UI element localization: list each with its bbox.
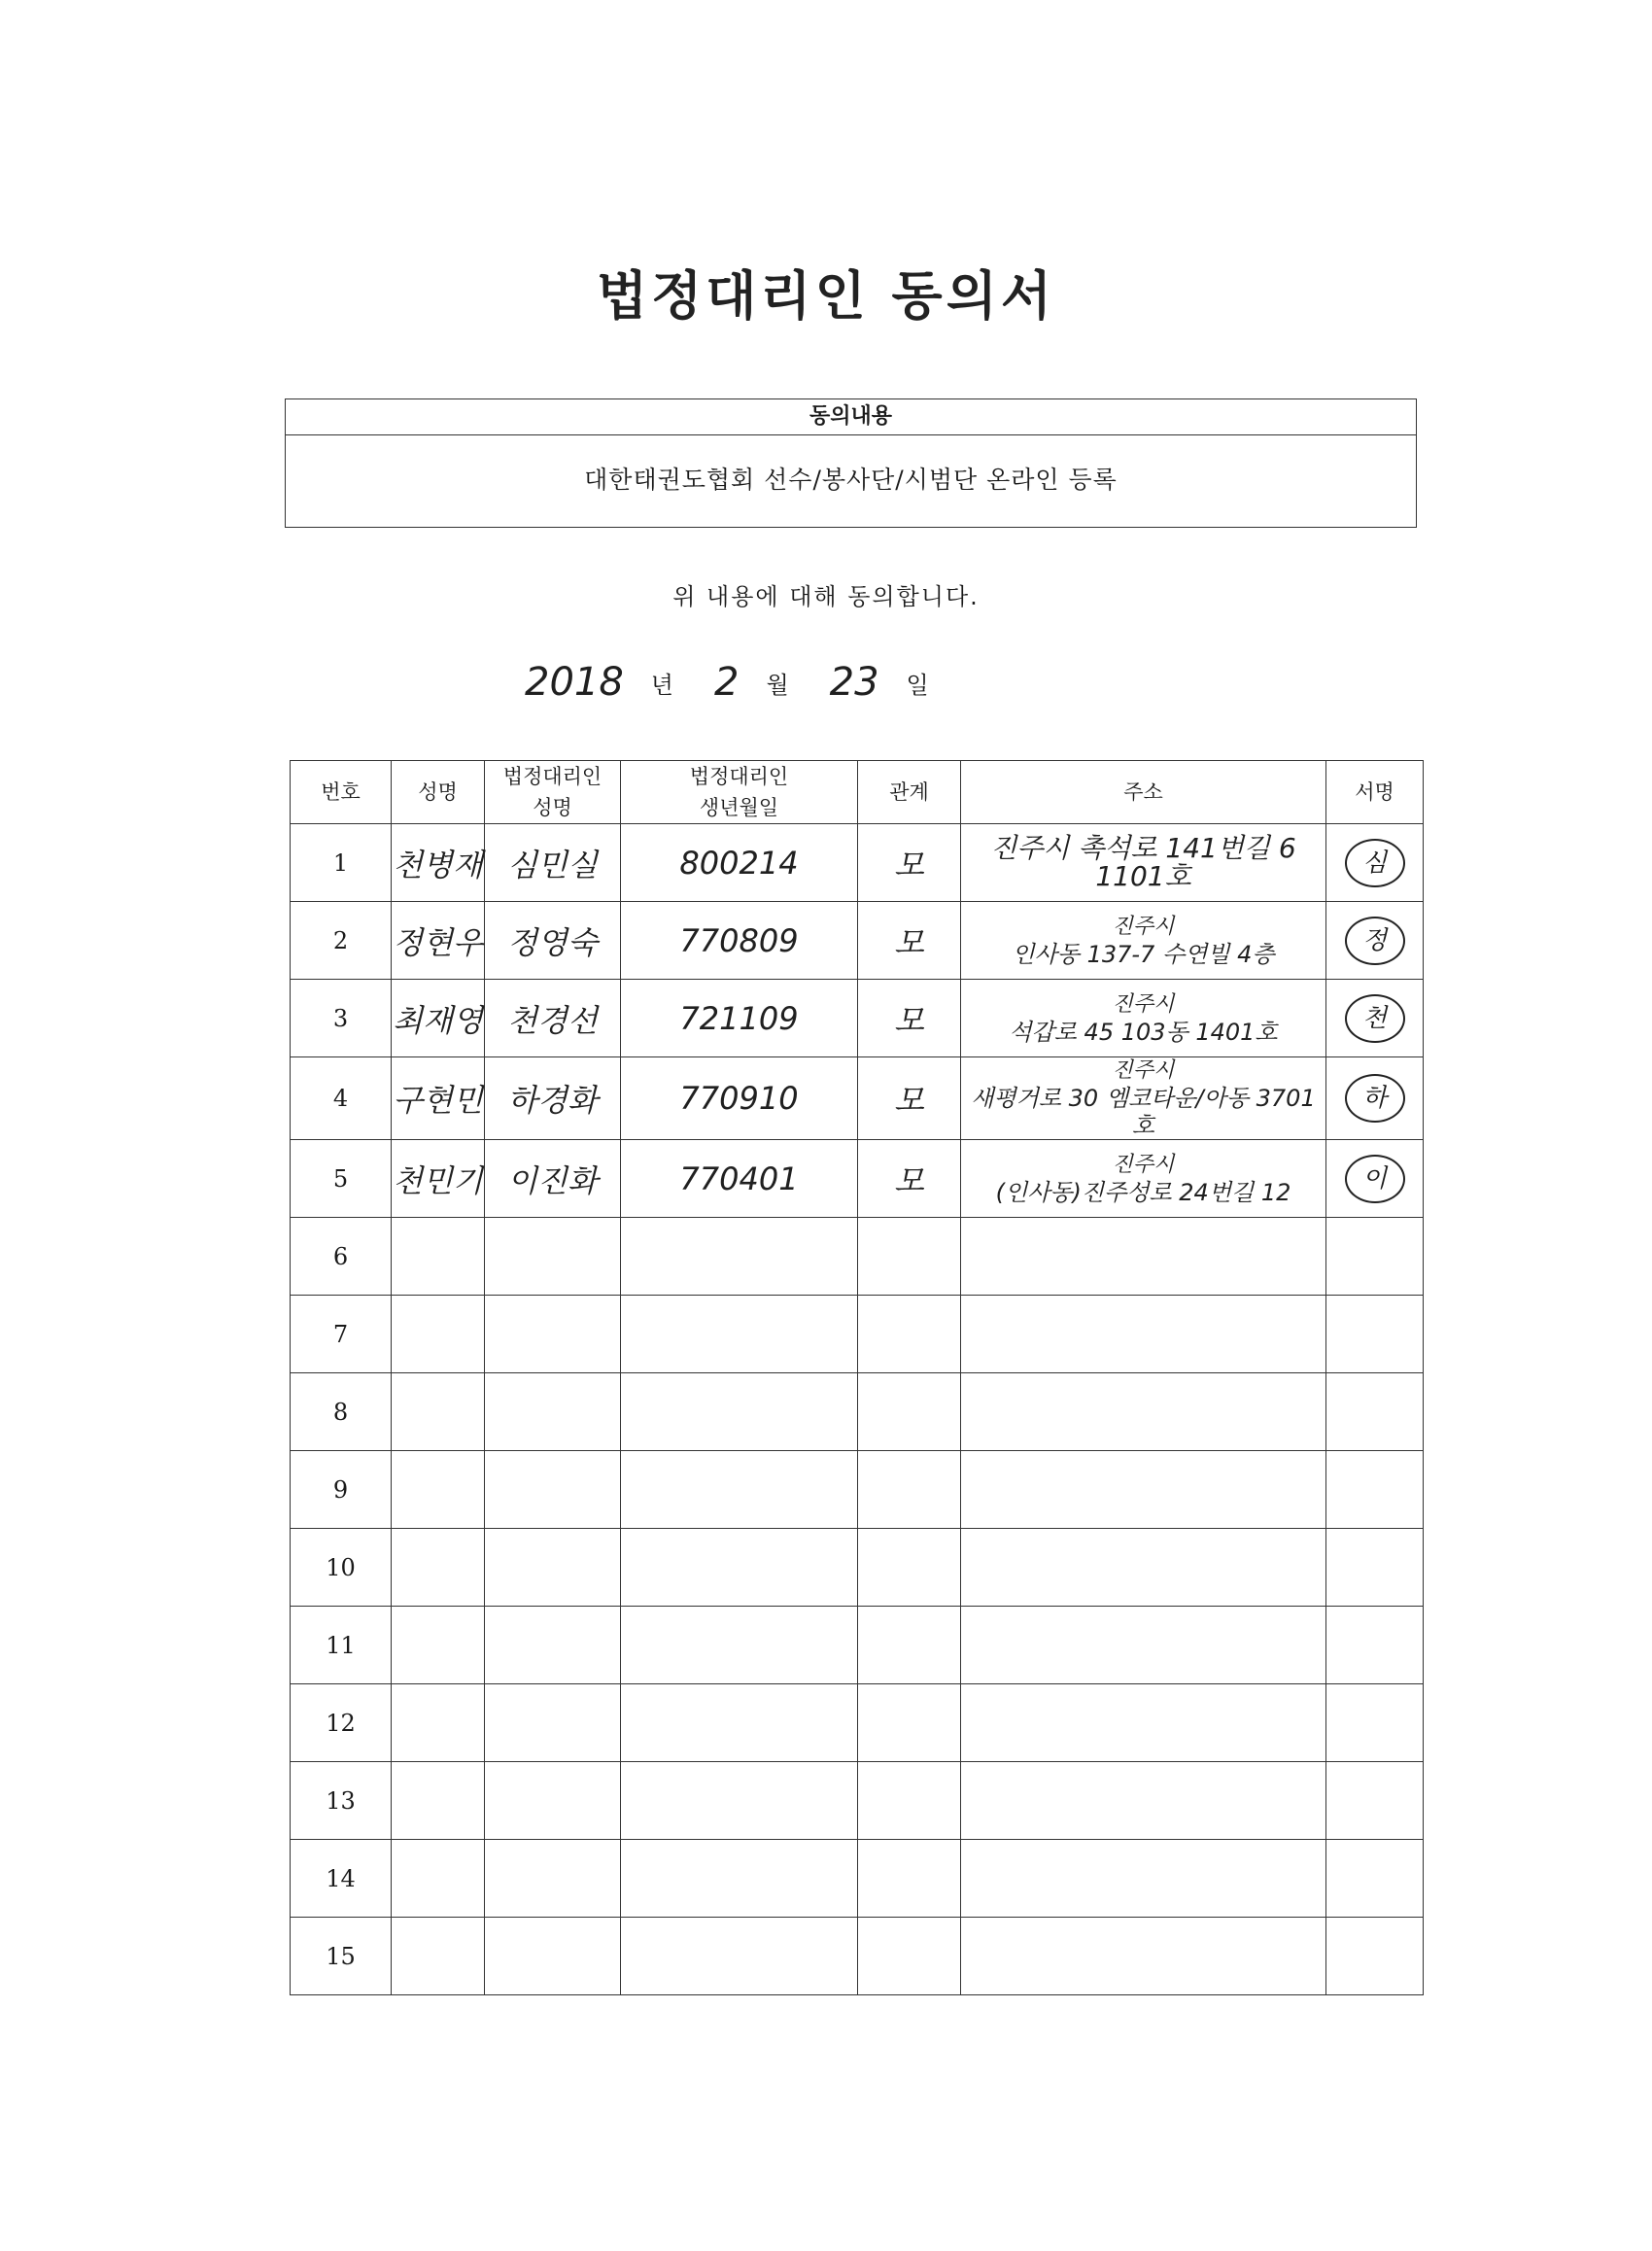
row-guardian-name: [485, 1684, 621, 1762]
row-address-line2: 석갑로 45 103동 1401호: [1009, 1018, 1278, 1046]
row-name: 정현우: [392, 902, 485, 980]
row-address: [961, 824, 1326, 902]
row-relation: 모: [858, 980, 961, 1057]
row-name: [392, 1373, 485, 1451]
row-address: [961, 1373, 1326, 1451]
row-address-line1: 진주시: [1112, 914, 1175, 939]
table-row: [291, 1762, 1424, 1840]
row-relation: [858, 1762, 961, 1840]
row-guardian-name: [485, 1607, 621, 1684]
row-name: [392, 1218, 485, 1296]
row-address: [961, 1529, 1326, 1607]
row-address-line1: 진주시: [1112, 1152, 1175, 1177]
row-number: 1: [291, 824, 392, 902]
row-address-line1: 진주시: [1112, 991, 1175, 1017]
row-relation: [858, 1684, 961, 1762]
header-guardian-birth-line2: 생년월일: [699, 796, 779, 819]
row-guardian-name: 하경화: [485, 1057, 621, 1140]
signature-stamp: 정: [1345, 917, 1405, 965]
consent-box: [285, 398, 1417, 528]
header-no: 번호: [291, 761, 392, 824]
header-guardian-name-line1: 법정대리인: [502, 765, 602, 788]
row-number: 6: [291, 1218, 392, 1296]
header-name: 성명: [392, 761, 485, 824]
row-relation: 모: [858, 1140, 961, 1218]
row-relation: [858, 1840, 961, 1918]
row-number: 15: [291, 1918, 392, 1995]
row-signature: [1326, 1918, 1424, 1995]
row-relation: [858, 1373, 961, 1451]
header-relation: 관계: [858, 761, 961, 824]
row-signature: [1326, 1529, 1424, 1607]
consent-header: 동의내용: [286, 399, 1416, 435]
row-relation: 모: [858, 824, 961, 902]
table-row: [291, 902, 1424, 980]
row-number: 7: [291, 1296, 392, 1373]
row-relation: 모: [858, 902, 961, 980]
date-year-unit: 년: [650, 671, 673, 699]
row-address: [961, 1057, 1326, 1140]
signature-stamp: 이: [1345, 1155, 1405, 1203]
table-row: [291, 1140, 1424, 1218]
row-signature: [1326, 1451, 1424, 1529]
date-day-unit: 일: [906, 671, 929, 699]
row-number: 12: [291, 1684, 392, 1762]
row-address-line1: 진주시 촉석로 141번길 6 1101호: [990, 831, 1296, 892]
row-number: 9: [291, 1451, 392, 1529]
row-relation: [858, 1607, 961, 1684]
signature-stamp: 심: [1345, 839, 1405, 887]
row-address: [961, 1762, 1326, 1840]
row-guardian-birth: [621, 1296, 858, 1373]
row-signature: [1326, 1057, 1424, 1140]
guardian-roster-table: [290, 760, 1424, 1995]
row-name: [392, 1607, 485, 1684]
row-signature: [1326, 1296, 1424, 1373]
row-signature: [1326, 1762, 1424, 1840]
row-name: [392, 1918, 485, 1995]
row-signature: [1326, 1607, 1424, 1684]
date-line: [525, 653, 970, 711]
row-guardian-birth: [621, 1607, 858, 1684]
row-guardian-birth: 800214: [621, 824, 858, 902]
row-guardian-name: 심민실: [485, 824, 621, 902]
row-address: [961, 1140, 1326, 1218]
row-number: 13: [291, 1762, 392, 1840]
header-guardian-name: [485, 761, 621, 824]
row-name: [392, 1529, 485, 1607]
row-guardian-birth: 770401: [621, 1140, 858, 1218]
table-row: [291, 1529, 1424, 1607]
header-guardian-name-line2: 성명: [533, 796, 572, 819]
table-row: [291, 1451, 1424, 1529]
date-day: 23: [829, 660, 879, 705]
row-guardian-name: [485, 1373, 621, 1451]
row-signature: [1326, 980, 1424, 1057]
row-guardian-birth: [621, 1218, 858, 1296]
row-signature: [1326, 902, 1424, 980]
row-signature: [1326, 1218, 1424, 1296]
row-name: 구현민: [392, 1057, 485, 1140]
row-guardian-birth: [621, 1762, 858, 1840]
row-address-line2: 새평거로 30 엠코타운/아동 3701호: [971, 1085, 1316, 1139]
row-number: 11: [291, 1607, 392, 1684]
row-address-line2: 인사동 137-7 수연빌 4층: [1012, 940, 1275, 968]
row-address: [961, 1684, 1326, 1762]
row-name: [392, 1684, 485, 1762]
row-guardian-name: 이진화: [485, 1140, 621, 1218]
row-guardian-name: [485, 1918, 621, 1995]
signature-stamp: 천: [1345, 994, 1405, 1043]
row-number: 8: [291, 1373, 392, 1451]
table-row: [291, 1218, 1424, 1296]
row-address: [961, 902, 1326, 980]
row-guardian-name: 천경선: [485, 980, 621, 1057]
row-name: 최재영: [392, 980, 485, 1057]
row-guardian-name: [485, 1529, 621, 1607]
row-guardian-birth: [621, 1840, 858, 1918]
table-row: [291, 1296, 1424, 1373]
row-guardian-birth: [621, 1684, 858, 1762]
row-signature: [1326, 1684, 1424, 1762]
table-row: [291, 824, 1424, 902]
consent-content: 대한태권도협회 선수/봉사단/시범단 온라인 등록: [584, 466, 1118, 494]
row-guardian-name: [485, 1762, 621, 1840]
row-name: 천민기: [392, 1140, 485, 1218]
row-guardian-name: 정영숙: [485, 902, 621, 980]
header-address: 주소: [961, 761, 1326, 824]
table-row: [291, 1684, 1424, 1762]
row-guardian-birth: 770910: [621, 1057, 858, 1140]
row-signature: [1326, 1140, 1424, 1218]
row-guardian-name: [485, 1451, 621, 1529]
header-signature: 서명: [1326, 761, 1424, 824]
row-number: 5: [291, 1140, 392, 1218]
date-month: 2: [713, 660, 740, 705]
row-relation: [858, 1529, 961, 1607]
row-relation: [858, 1218, 961, 1296]
header-guardian-birth-line1: 법정대리인: [689, 765, 789, 788]
table-row: [291, 1057, 1424, 1140]
row-signature: [1326, 824, 1424, 902]
row-name: [392, 1451, 485, 1529]
table-body: [291, 824, 1424, 1995]
row-name: [392, 1296, 485, 1373]
page-title: 법정대리인 동의서: [596, 264, 1056, 327]
row-address: [961, 1607, 1326, 1684]
row-address: [961, 980, 1326, 1057]
date-month-unit: 월: [766, 671, 789, 699]
table-row: [291, 980, 1424, 1057]
table-row: [291, 1918, 1424, 1995]
header-guardian-birth: [621, 761, 858, 824]
row-number: 10: [291, 1529, 392, 1607]
row-address-line2: (인사동)진주성로 24번길 12: [995, 1178, 1291, 1206]
row-guardian-birth: 770809: [621, 902, 858, 980]
row-signature: [1326, 1373, 1424, 1451]
row-relation: [858, 1296, 961, 1373]
table-row: [291, 1607, 1424, 1684]
row-guardian-name: [485, 1296, 621, 1373]
row-address-line1: 진주시: [1112, 1058, 1175, 1083]
row-number: 3: [291, 980, 392, 1057]
table-header-row: [291, 761, 1424, 824]
row-number: 14: [291, 1840, 392, 1918]
row-guardian-birth: 721109: [621, 980, 858, 1057]
row-guardian-birth: [621, 1918, 858, 1995]
row-name: [392, 1762, 485, 1840]
row-name: 천병재: [392, 824, 485, 902]
row-relation: 모: [858, 1057, 961, 1140]
row-guardian-birth: [621, 1529, 858, 1607]
row-address: [961, 1218, 1326, 1296]
row-guardian-birth: [621, 1373, 858, 1451]
row-relation: [858, 1918, 961, 1995]
signature-stamp: 하: [1345, 1074, 1405, 1123]
date-year: 2018: [525, 660, 624, 705]
row-signature: [1326, 1840, 1424, 1918]
table-row: [291, 1373, 1424, 1451]
row-relation: [858, 1451, 961, 1529]
row-guardian-birth: [621, 1451, 858, 1529]
row-guardian-name: [485, 1840, 621, 1918]
row-address: [961, 1296, 1326, 1373]
table-row: [291, 1840, 1424, 1918]
row-address: [961, 1918, 1326, 1995]
agreement-statement: 위 내용에 대해 동의합니다.: [672, 583, 980, 610]
row-address: [961, 1840, 1326, 1918]
row-number: 4: [291, 1057, 392, 1140]
row-guardian-name: [485, 1218, 621, 1296]
row-name: [392, 1840, 485, 1918]
row-number: 2: [291, 902, 392, 980]
row-address: [961, 1451, 1326, 1529]
